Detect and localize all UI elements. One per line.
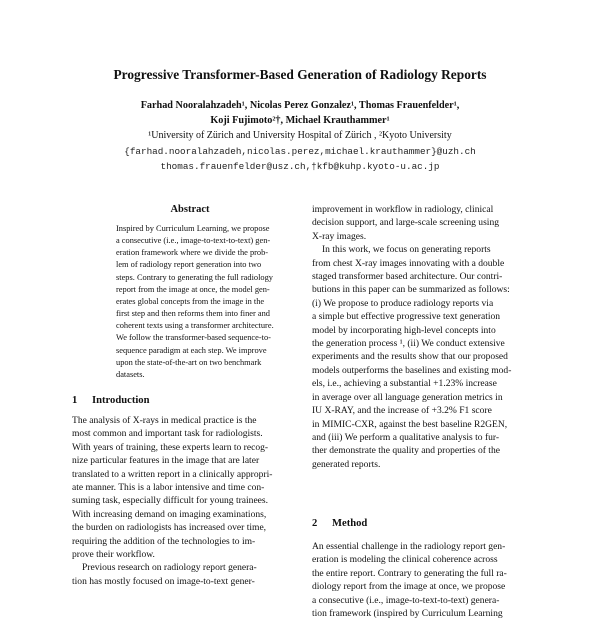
body-line: the generation process ¹, (ii) We conduct extensive <box>312 338 505 350</box>
body-line: The analysis of X-rays in medical practice is the <box>72 415 257 426</box>
body-line: the burden on radiologists has increased over time, <box>72 522 267 534</box>
body-line: staged transformer based architecture. Our contri- <box>312 271 503 283</box>
body-line: An essential challenge in the radiology report gen- <box>312 541 506 552</box>
right-column-body <box>312 203 530 471</box>
body-line: experiments and the results show that our proposed <box>312 351 508 363</box>
body-line: from chest X-ray images innovating with a double <box>312 257 505 269</box>
abstract-line: eration framework where we divide the prob- <box>116 248 269 258</box>
section-heading-method <box>312 518 367 529</box>
abstract-line: first step and then reforms them into finer and <box>116 309 270 319</box>
section-number: 1 <box>72 395 78 406</box>
body-line: improvement in workflow in radiology, clinical <box>312 204 494 215</box>
body-line: diology report from the image at once, we propose <box>312 581 506 593</box>
abstract-line: coherent texts using a transformer architecture. <box>116 321 274 331</box>
body-line: in MIMIC-CXR, against the best baseline R2GEN, <box>312 418 508 430</box>
body-line: butions in this paper can be summarized as follows: <box>312 284 510 296</box>
abstract-body <box>116 223 274 381</box>
body-line: the entire report. Contrary to generating the full ra- <box>312 567 507 579</box>
author-list-line-2: Koji Fujimoto²†, Michael Krauthammer¹ <box>210 115 390 126</box>
body-line: model by incorporating high-level concepts into <box>312 324 496 336</box>
abstract-line: upon the state-of-the-art on two benchmark <box>116 357 262 367</box>
body-line: a simple but effective progressive text generation <box>312 311 501 323</box>
body-line: and (iii) We perform a qualitative analysis to fur- <box>312 431 500 443</box>
email-line-1: {farhad.nooralahzadeh,nicolas.perez,michael.krauthammer}@uzh.ch <box>124 146 476 157</box>
section-heading-introduction <box>72 395 150 406</box>
body-line: generated reports. <box>312 458 381 470</box>
body-line: in average over all language generation metrics in <box>312 391 503 403</box>
body-line: models outperforms the baselines and existing mod- <box>312 364 512 376</box>
paper-title: Progressive Transformer-Based Generation of Radiology Reports <box>113 67 487 82</box>
body-line: most common and important task for radiologists. <box>72 428 263 440</box>
body-line: X-ray images. <box>312 230 367 242</box>
author-list-line-1: Farhad Nooralahzadeh¹, Nicolas Perez Gonzalez¹, Thomas Frauenfelder¹, <box>140 100 460 111</box>
body-line: eration is modeling the clinical coherence across <box>312 554 498 566</box>
body-line: a consecutive (i.e., image-to-text-to-text) genera- <box>312 594 500 606</box>
section-title: Method <box>332 518 368 529</box>
body-line: ate manner. This is a labor intensive and time con- <box>72 482 265 494</box>
body-line: decision support, and large-scale screening using <box>312 217 499 229</box>
body-line: suming task, especially difficult for young trainees. <box>72 495 269 507</box>
body-line: tion framework (inspired by Curriculum Learning <box>312 608 503 620</box>
method-body <box>312 540 530 620</box>
body-line: With years of training, these experts learn to recog- <box>72 441 269 453</box>
section-number: 2 <box>312 518 318 529</box>
body-line: IU X-RAY, and the increase of +3.2% F1 score <box>312 405 492 417</box>
email-line-2: thomas.frauenfelder@usz.ch,†kfb@kuhp.kyoto-u.ac.jp <box>160 161 440 172</box>
body-line: prove their workflow. <box>72 549 155 561</box>
body-line: (i) We propose to produce radiology reports via <box>312 297 494 309</box>
abstract-line: datasets. <box>116 369 145 379</box>
body-line: nize particular features in the image that are later <box>72 455 260 467</box>
abstract-line: a consecutive (i.e., image-to-text-to-text) gen- <box>116 236 271 246</box>
section-title: Introduction <box>92 395 150 406</box>
body-line: ther demonstrate the quality and properties of the <box>312 445 500 457</box>
abstract-line: We follow the transformer-based sequence-to- <box>116 333 271 343</box>
abstract-line: erates global concepts from the image in the <box>116 296 265 306</box>
body-line: requiring the addition of the technologies to im- <box>72 535 256 547</box>
body-line: Previous research on radiology report genera- <box>82 562 257 574</box>
abstract-line: sequence paradigm at each step. We improve <box>116 345 267 355</box>
body-line: With increasing demand on imaging examinations, <box>72 508 267 520</box>
abstract-line: steps. Contrary to generating the full radiology <box>116 272 273 282</box>
abstract-heading: Abstract <box>170 204 210 215</box>
body-line: tion has mostly focused on image-to-text gener- <box>72 575 255 587</box>
introduction-body <box>72 414 290 588</box>
abstract-line: report from the image at once, the model gen- <box>116 284 270 294</box>
body-line: els, i.e., achieving a substantial +1.23% increase <box>312 378 497 390</box>
abstract-line: lem of radiology report generation into two <box>116 260 262 270</box>
affiliations: ¹University of Zürich and University Hospital of Zürich , ²Kyoto University <box>148 130 452 141</box>
abstract-line: Inspired by Curriculum Learning, we propose <box>116 224 270 233</box>
body-line: translated to a written report in a clinically appropri- <box>72 468 273 480</box>
body-line: In this work, we focus on generating reports <box>322 244 491 256</box>
